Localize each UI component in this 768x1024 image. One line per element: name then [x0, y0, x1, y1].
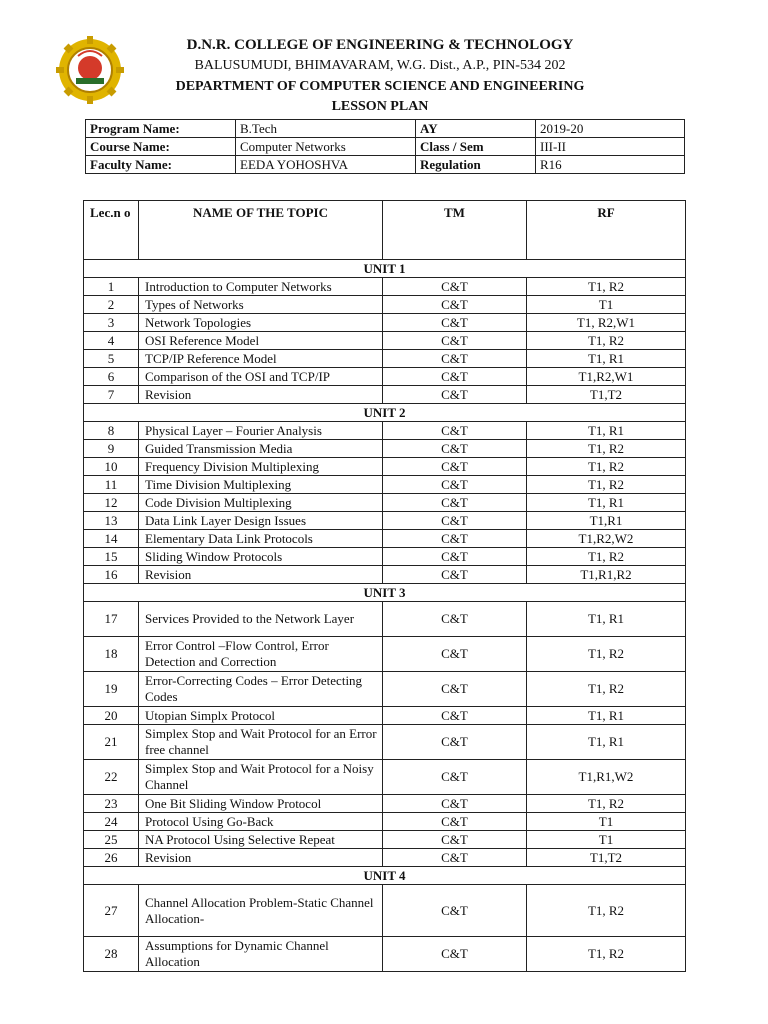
teaching-method: C&T: [383, 278, 527, 296]
table-row: [84, 494, 686, 512]
ay-label: AY: [416, 120, 536, 138]
teaching-method: C&T: [383, 885, 527, 937]
lecture-number: 16: [84, 566, 139, 584]
teaching-method: C&T: [383, 512, 527, 530]
lecture-number: 27: [84, 885, 139, 937]
topic-name: Services Provided to the Network Layer: [139, 602, 383, 637]
lecture-number: 22: [84, 760, 139, 795]
topic-name: Revision: [139, 566, 383, 584]
lecture-number: 28: [84, 937, 139, 972]
teaching-method: C&T: [383, 937, 527, 972]
teaching-method: C&T: [383, 602, 527, 637]
col-header-topic: NAME OF THE TOPIC: [139, 201, 383, 260]
lecture-number: 26: [84, 849, 139, 867]
lecture-number: 5: [84, 350, 139, 368]
topic-name: TCP/IP Reference Model: [139, 350, 383, 368]
reference: T1, R2: [527, 476, 686, 494]
reference: T1, R2: [527, 672, 686, 707]
topic-name: Simplex Stop and Wait Protocol for a Noisy Channel: [139, 760, 383, 795]
reference: T1, R1: [527, 422, 686, 440]
table-row: [84, 278, 686, 296]
table-row: [84, 795, 686, 813]
lecture-number: 3: [84, 314, 139, 332]
topic-name: Error-Correcting Codes – Error Detecting Codes: [139, 672, 383, 707]
unit-heading-row: [84, 404, 686, 422]
lecture-number: 14: [84, 530, 139, 548]
teaching-method: C&T: [383, 725, 527, 760]
program-value: B.Tech: [236, 120, 416, 138]
table-row: [84, 332, 686, 350]
ay-value: 2019-20: [536, 120, 685, 138]
table-row: [84, 885, 686, 937]
lecture-number: 24: [84, 813, 139, 831]
topic-name: Network Topologies: [139, 314, 383, 332]
reference: T1,R1,W2: [527, 760, 686, 795]
reference: T1, R2: [527, 458, 686, 476]
table-row: [84, 368, 686, 386]
reference: T1, R2: [527, 795, 686, 813]
table-row: [84, 530, 686, 548]
table-row: [84, 350, 686, 368]
teaching-method: C&T: [383, 440, 527, 458]
unit-heading: UNIT 2: [84, 404, 686, 422]
lecture-number: 25: [84, 831, 139, 849]
reference: T1: [527, 296, 686, 314]
reference: T1, R2: [527, 332, 686, 350]
teaching-method: C&T: [383, 296, 527, 314]
program-label: Program Name:: [86, 120, 236, 138]
reference: T1, R1: [527, 707, 686, 725]
reference: T1,R1,R2: [527, 566, 686, 584]
teaching-method: C&T: [383, 368, 527, 386]
document-title: LESSON PLAN: [331, 99, 429, 114]
reference: T1, R2: [527, 440, 686, 458]
course-value: Computer Networks: [236, 138, 416, 156]
lecture-number: 6: [84, 368, 139, 386]
topic-name: Elementary Data Link Protocols: [139, 530, 383, 548]
table-row: [84, 602, 686, 637]
teaching-method: C&T: [383, 530, 527, 548]
class-label: Class / Sem: [416, 138, 536, 156]
table-row: [84, 831, 686, 849]
unit-heading-row: [84, 584, 686, 602]
topic-name: Utopian Simplx Protocol: [139, 707, 383, 725]
reference: T1: [527, 813, 686, 831]
table-row: [84, 458, 686, 476]
topic-name: Introduction to Computer Networks: [139, 278, 383, 296]
table-row: [84, 296, 686, 314]
teaching-method: C&T: [383, 476, 527, 494]
topic-name: Guided Transmission Media: [139, 440, 383, 458]
unit-heading: UNIT 3: [84, 584, 686, 602]
table-row: [84, 566, 686, 584]
lecture-number: 21: [84, 725, 139, 760]
reference: T1,R2,W1: [527, 368, 686, 386]
regulation-value: R16: [536, 156, 685, 174]
college-name: D.N.R. COLLEGE OF ENGINEERING & TECHNOLOGY: [186, 37, 574, 53]
col-header-rf: RF: [527, 201, 686, 260]
teaching-method: C&T: [383, 494, 527, 512]
topic-name: Comparison of the OSI and TCP/IP: [139, 368, 383, 386]
lecture-number: 15: [84, 548, 139, 566]
teaching-method: C&T: [383, 637, 527, 672]
college-logo: [56, 36, 124, 104]
topic-name: Sliding Window Protocols: [139, 548, 383, 566]
table-row: [84, 422, 686, 440]
unit-heading: UNIT 1: [84, 260, 686, 278]
topic-name: Data Link Layer Design Issues: [139, 512, 383, 530]
teaching-method: C&T: [383, 422, 527, 440]
teaching-method: C&T: [383, 707, 527, 725]
table-row: [84, 672, 686, 707]
table-row: [84, 314, 686, 332]
topic-name: One Bit Sliding Window Protocol: [139, 795, 383, 813]
topic-name: Protocol Using Go-Back: [139, 813, 383, 831]
topic-name: Revision: [139, 386, 383, 404]
topic-name: Frequency Division Multiplexing: [139, 458, 383, 476]
lecture-number: 1: [84, 278, 139, 296]
reference: T1, R2: [527, 278, 686, 296]
reference: T1, R1: [527, 494, 686, 512]
topic-name: OSI Reference Model: [139, 332, 383, 350]
topic-name: Types of Networks: [139, 296, 383, 314]
lesson-plan-table: [83, 200, 686, 972]
topic-name: Physical Layer – Fourier Analysis: [139, 422, 383, 440]
lecture-number: 4: [84, 332, 139, 350]
topic-name: Revision: [139, 849, 383, 867]
faculty-label: Faculty Name:: [86, 156, 236, 174]
department-name: DEPARTMENT OF COMPUTER SCIENCE AND ENGINEERING: [175, 79, 585, 94]
lecture-number: 17: [84, 602, 139, 637]
lecture-number: 13: [84, 512, 139, 530]
reference: T1, R1: [527, 350, 686, 368]
topic-name: Code Division Multiplexing: [139, 494, 383, 512]
col-header-tm: TM: [383, 201, 527, 260]
teaching-method: C&T: [383, 350, 527, 368]
lecture-number: 8: [84, 422, 139, 440]
teaching-method: C&T: [383, 831, 527, 849]
lecture-number: 9: [84, 440, 139, 458]
course-label: Course Name:: [86, 138, 236, 156]
faculty-value: EEDA YOHOSHVA: [236, 156, 416, 174]
reference: T1,T2: [527, 386, 686, 404]
lecture-number: 7: [84, 386, 139, 404]
teaching-method: C&T: [383, 760, 527, 795]
lecture-number: 19: [84, 672, 139, 707]
table-row: [84, 725, 686, 760]
teaching-method: C&T: [383, 314, 527, 332]
unit-heading: UNIT 4: [84, 867, 686, 885]
reference: T1,R1: [527, 512, 686, 530]
reference: T1, R1: [527, 602, 686, 637]
lecture-number: 11: [84, 476, 139, 494]
teaching-method: C&T: [383, 458, 527, 476]
class-value: III-II: [536, 138, 685, 156]
college-address: BALUSUMUDI, BHIMAVARAM, W.G. Dist., A.P., PIN-534 202: [194, 58, 566, 73]
teaching-method: C&T: [383, 332, 527, 350]
reference: T1: [527, 831, 686, 849]
teaching-method: C&T: [383, 795, 527, 813]
table-row: [84, 760, 686, 795]
lecture-number: 2: [84, 296, 139, 314]
col-header-lecture-no: Lec.n o: [84, 201, 139, 260]
topic-name: Assumptions for Dynamic Channel Allocation: [139, 937, 383, 972]
reference: T1,R2,W2: [527, 530, 686, 548]
topic-name: Time Division Multiplexing: [139, 476, 383, 494]
reference: T1, R2,W1: [527, 314, 686, 332]
lecture-number: 12: [84, 494, 139, 512]
lecture-number: 10: [84, 458, 139, 476]
teaching-method: C&T: [383, 849, 527, 867]
topic-name: Simplex Stop and Wait Protocol for an Error free channel: [139, 725, 383, 760]
table-row: [84, 937, 686, 972]
reference: T1, R1: [527, 725, 686, 760]
course-info-table: [85, 119, 685, 174]
unit-heading-row: [84, 260, 686, 278]
table-row: [84, 707, 686, 725]
unit-heading-row: [84, 867, 686, 885]
teaching-method: C&T: [383, 566, 527, 584]
table-row: [84, 512, 686, 530]
topic-name: Channel Allocation Problem-Static Channel Allocation-: [139, 885, 383, 937]
table-row: [84, 813, 686, 831]
lecture-number: 18: [84, 637, 139, 672]
regulation-label: Regulation: [416, 156, 536, 174]
teaching-method: C&T: [383, 672, 527, 707]
reference: T1, R2: [527, 885, 686, 937]
topic-name: NA Protocol Using Selective Repeat: [139, 831, 383, 849]
table-row: [84, 476, 686, 494]
reference: T1,T2: [527, 849, 686, 867]
reference: T1, R2: [527, 548, 686, 566]
teaching-method: C&T: [383, 386, 527, 404]
teaching-method: C&T: [383, 548, 527, 566]
table-row: [84, 849, 686, 867]
teaching-method: C&T: [383, 813, 527, 831]
table-row: [84, 440, 686, 458]
table-row: [84, 637, 686, 672]
lecture-number: 23: [84, 795, 139, 813]
table-row: [84, 386, 686, 404]
table-row: [84, 548, 686, 566]
topic-name: Error Control –Flow Control, Error Detection and Correction: [139, 637, 383, 672]
lecture-number: 20: [84, 707, 139, 725]
reference: T1, R2: [527, 637, 686, 672]
reference: T1, R2: [527, 937, 686, 972]
